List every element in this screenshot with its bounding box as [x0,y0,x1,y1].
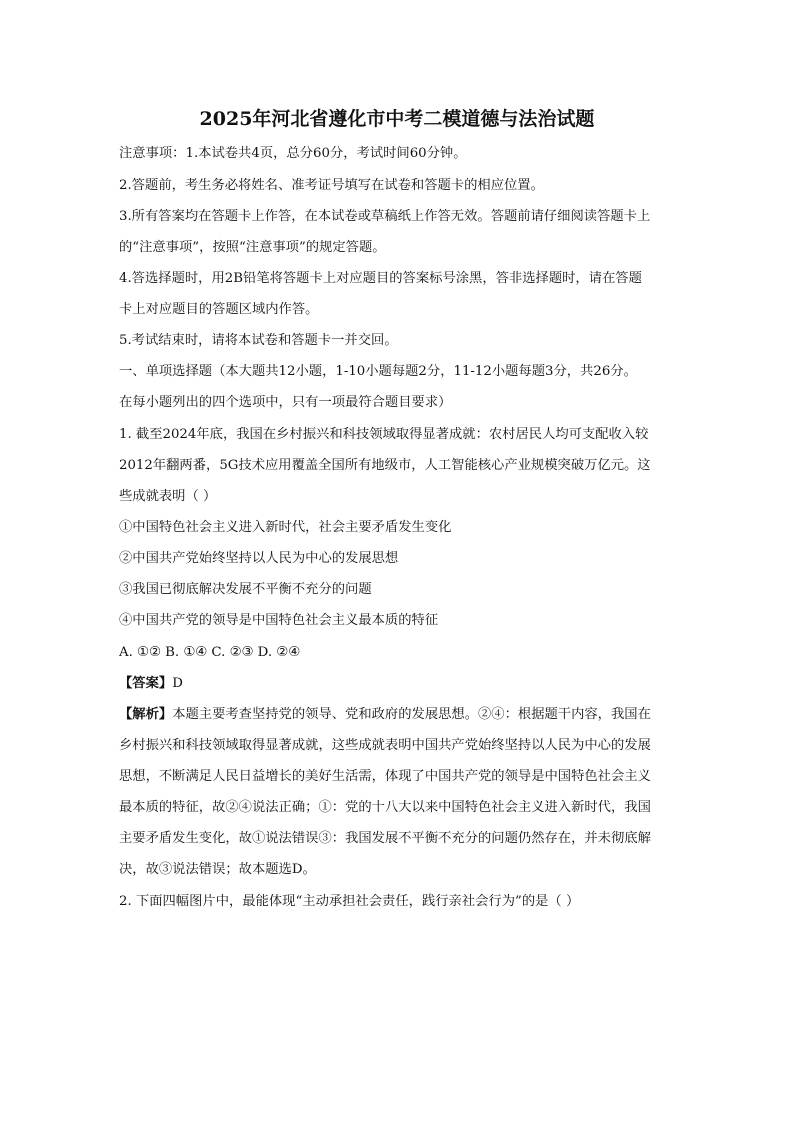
notice-line: 的“注意事项”，按照“注意事项”的规定答题。 [119,240,386,255]
q1-stem-line: 1. 截至2024年底，我国在乡村振兴和科技领域取得显著成就：农村居民人均可支配收入较 [119,427,649,442]
q1-analysis-line: 主要矛盾发生变化，故①说法错误③：我国发展不平衡不充分的问题仍然存在，并未彻底解 [119,831,651,846]
notice-line: 卡上对应题目的答题区域内作答。 [119,302,319,317]
q1-analysis-first [119,705,689,725]
q1-analysis-line: 最本质的特征，故②④说法正确；①：党的十八大以来中国特色社会主义进入新时代，我国 [119,800,651,815]
q2-stem: 2. 下面四幅图片中，最能体现“主动承担社会责任，践行亲社会行为”的是（ ） [119,894,580,909]
analysis-label: 【解析】 [119,707,173,722]
notice-line: 5.考试结束时，请将本试卷和答题卡一并交回。 [119,333,398,348]
q1-stem-line: 2012年翻两番，5G技术应用覆盖全国所有地级市，人工智能核心产业规模突破万亿元。这 [119,458,651,473]
answer-label: 【答案】 [119,676,173,691]
q1-analysis-line: 思想，不断满足人民日益增长的美好生活需，体现了中国共产党的领导是中国特色社会主义 [119,769,651,784]
notice-line: 2.答题前，考生务必将姓名、准考证号填写在试卷和答题卡的相应位置。 [119,178,544,193]
answer-value: D [172,676,183,691]
notice-line: 注意事项：1.本试卷共4页，总分60分，考试时间60分钟。 [119,146,467,161]
section-heading: 在每小题列出的四个选项中，只有一项最符合题目要求） [119,395,452,410]
notice-line: 4.答选择题时，用2B铅笔将答题卡上对应题目的答案标号涂黑，答非选择题时，请在答题 [119,271,642,286]
notice-line: 3.所有答案均在答题卡上作答，在本试卷或草稿纸上作答无效。答题前请仔细阅读答题卡上 [119,209,651,224]
page-title: 2025年河北省遵化市中考二模道德与法治试题 [199,108,595,130]
q1-analysis-line: 决，故③说法错误；故本题选D。 [119,862,316,877]
q1-stem-line: 些成就表明（ ） [119,489,217,504]
q1-item: ①中国特色社会主义进入新时代，社会主要矛盾发生变化 [119,520,452,535]
section-heading: 一、单项选择题（本大题共12小题，1-10小题每题2分，11-12小题每题3分，共26分。 [119,364,637,379]
q1-options: A. ①② B. ①④ C. ②③ D. ②④ [119,645,301,660]
q1-analysis-line: 乡村振兴和科技领域取得显著成就，这些成就表明中国共产党始终坚持以人民为中心的发展 [119,738,651,753]
q1-item: ②中国共产党始终坚持以人民为中心的发展思想 [119,551,399,566]
q1-item: ③我国已彻底解决发展不平衡不充分的问题 [119,582,372,597]
analysis-text: 本题主要考查坚持党的领导、党和政府的发展思想。②④：根据题干内容，我国在 [172,707,651,722]
q1-item: ④中国共产党的领导是中国特色社会主义最本质的特征 [119,613,439,628]
q1-answer [119,674,689,694]
